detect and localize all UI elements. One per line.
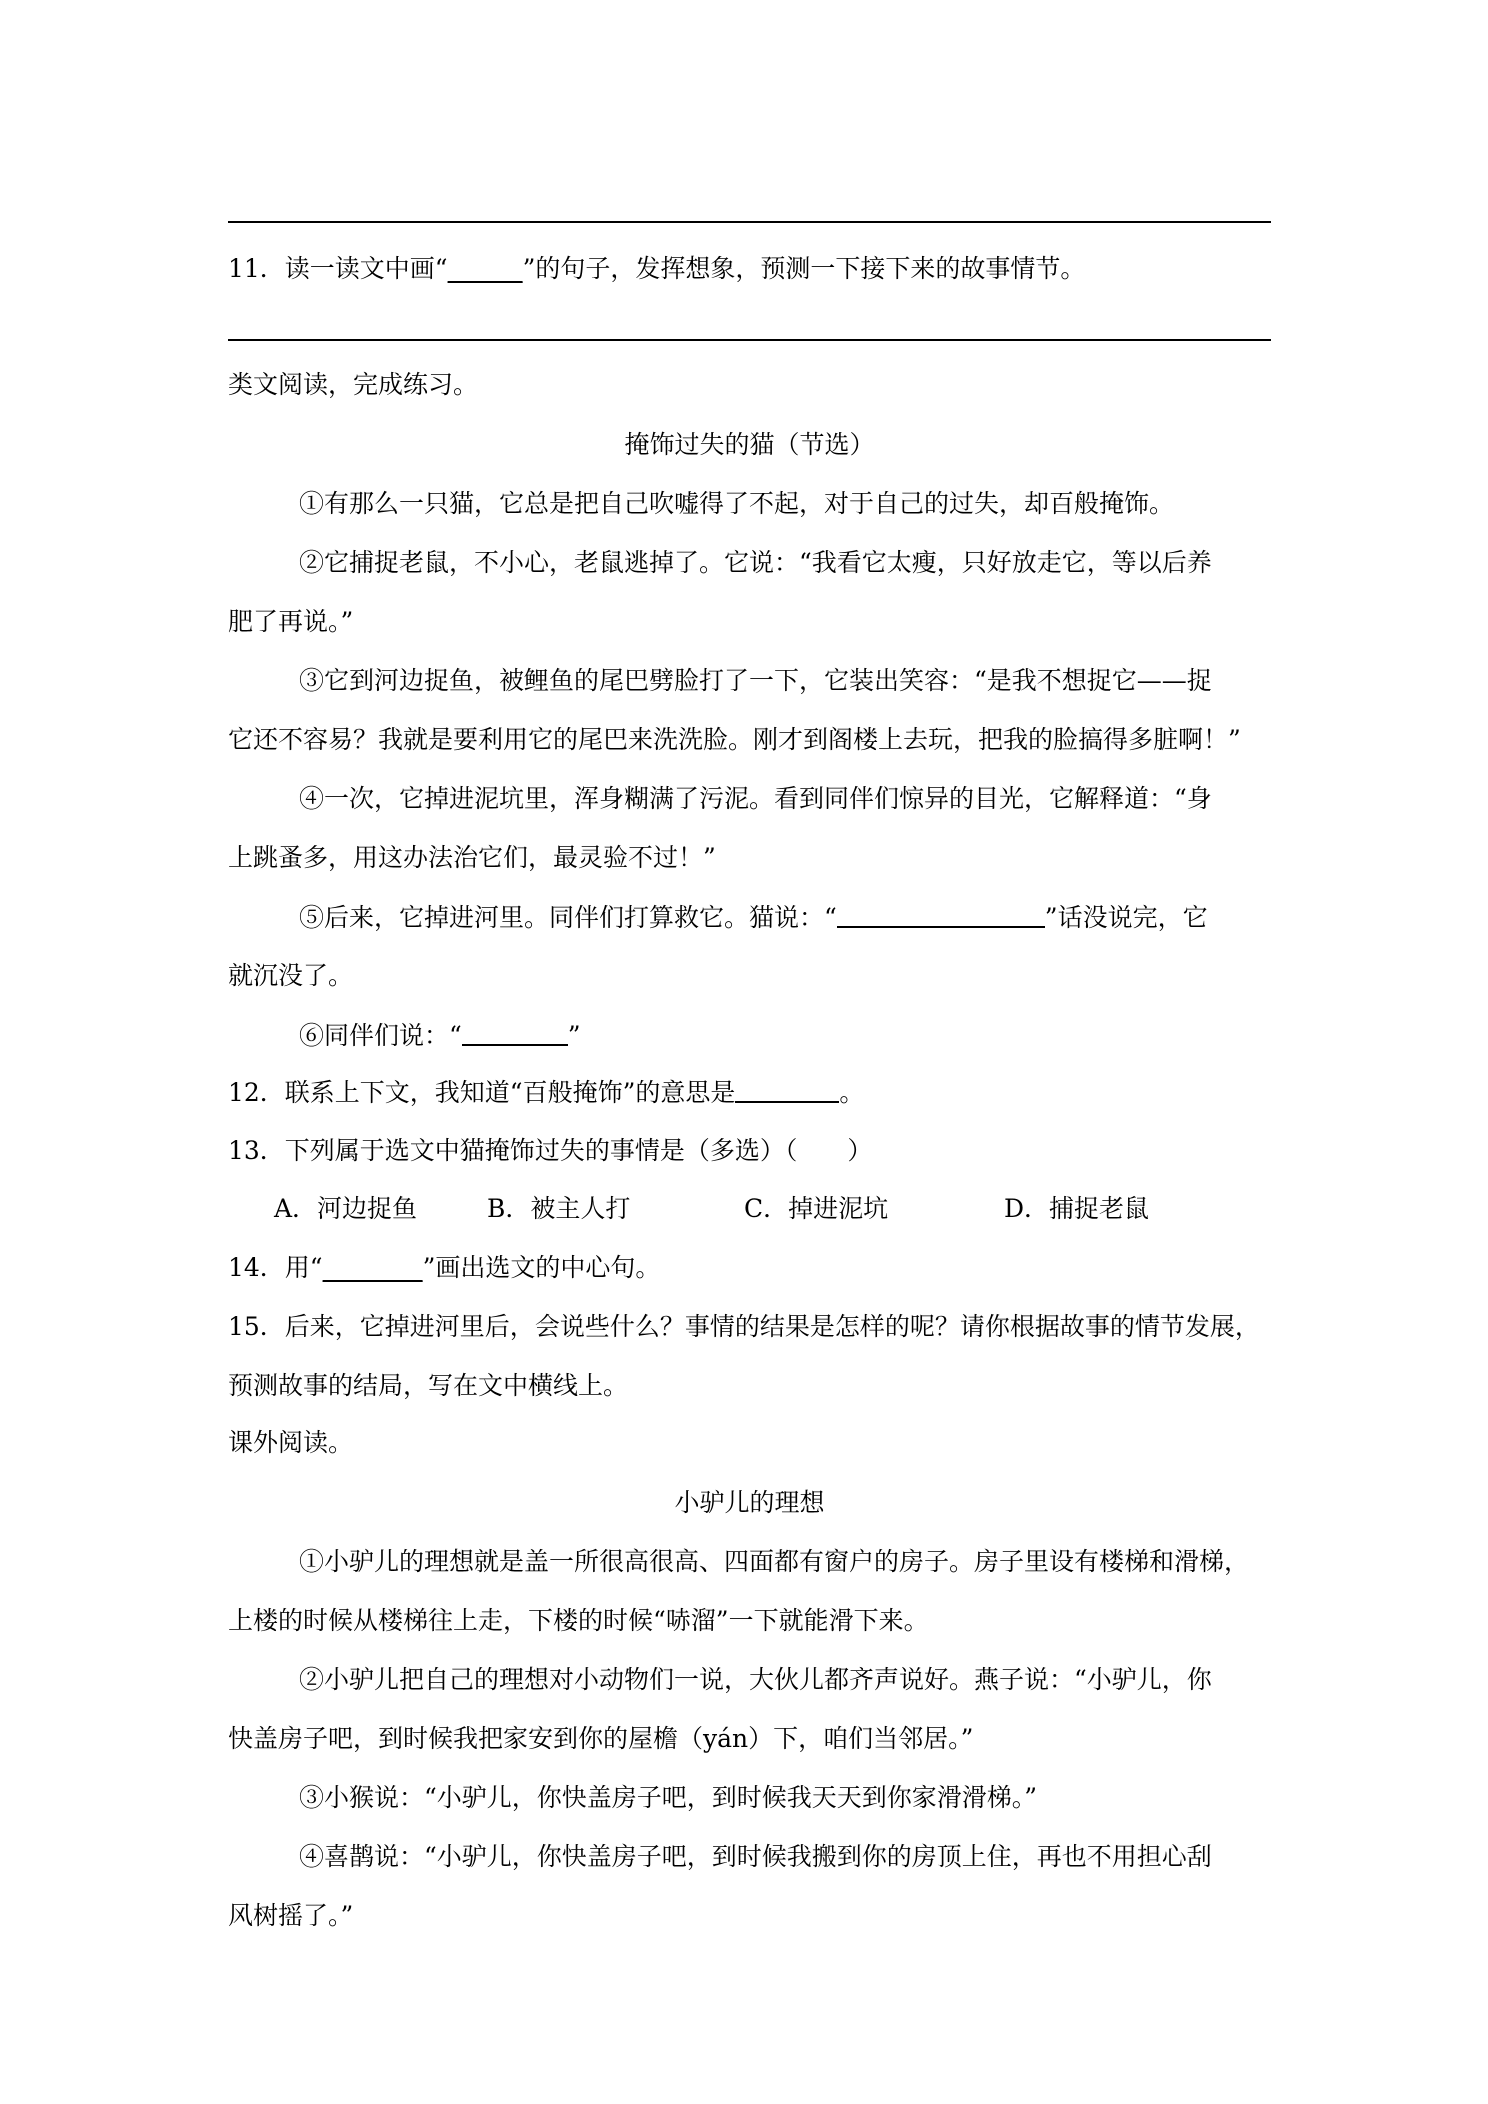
section2-intro: 课外阅读。 — [228, 1428, 354, 1457]
story1-line-2: ②它捕捉老鼠，不小心，老鼠逃掉了。它说：“我看它太瘦，只好放走它，等以后养 — [299, 548, 1212, 577]
story1-paragraph-6 — [228, 1018, 1271, 1053]
story2-line-5: ③小猴说：“小驴儿，你快盖房子吧，到时候我天天到你家滑滑梯。” — [299, 1783, 1038, 1812]
q11-underline-mark: ______ — [447, 254, 523, 283]
story2-line-2: 上楼的时候从楼梯往上走，下楼的时候“哧溜”一下就能滑下来。 — [228, 1606, 929, 1635]
story2-line-7: 风树摇了。” — [228, 1901, 354, 1930]
story1-line-6: ④一次，它掉进泥坑里，浑身糊满了污泥。看到同伴们惊异的目光，它解释道：“身 — [299, 784, 1212, 813]
q12-prefix: 12．联系上下文，我知道“百般掩饰”的意思是 — [228, 1078, 736, 1107]
answer-line-q11 — [228, 339, 1271, 341]
p5-text-b: ”话没说完，它 — [1044, 903, 1208, 932]
question-12 — [228, 1075, 1271, 1110]
q11-prefix: 11．读一读文中画“ — [228, 254, 448, 283]
question-14 — [228, 1251, 1271, 1285]
story2-line-3: ②小驴儿把自己的理想对小动物们一说，大伙儿都齐声说好。燕子说：“小驴儿，你 — [299, 1665, 1212, 1694]
question-13: 13．下列属于选文中猫掩饰过失的事情是（多选）（ ） — [228, 1136, 873, 1165]
q14-underline-mark: ________ — [322, 1253, 423, 1282]
story2-title: 小驴儿的理想 — [674, 1488, 825, 1517]
p6-answer-blank[interactable] — [462, 1018, 568, 1046]
story1-line-7: 上跳蚤多，用这办法治它们，最灵验不过！” — [228, 843, 716, 872]
q12-suffix: 。 — [839, 1078, 865, 1107]
section1-intro: 类文阅读，完成练习。 — [228, 370, 479, 399]
q13-option-a[interactable]: A．河边捉鱼 — [274, 1194, 418, 1223]
story1-line-1: ①有那么一只猫，它总是把自己吹嘘得了不起，对于自己的过失，却百般掩饰。 — [299, 489, 1175, 518]
q13-option-d[interactable]: D．捕捉老鼠 — [1004, 1194, 1150, 1223]
q14-suffix: ”画出选文的中心句。 — [422, 1253, 661, 1282]
story1-title: 掩饰过失的猫（节选） — [624, 430, 875, 459]
answer-line-q10 — [228, 221, 1271, 223]
story2-line-1: ①小驴儿的理想就是盖一所很高很高、四面都有窗户的房子。房子里设有楼梯和滑梯， — [299, 1547, 1250, 1576]
q14-prefix: 14．用“ — [228, 1253, 323, 1282]
question-15-line-1: 15．后来，它掉进河里后，会说些什么？事情的结果是怎样的呢？请你根据故事的情节发展， — [228, 1312, 1260, 1341]
story1-line-4: ③它到河边捉鱼，被鲤鱼的尾巴劈脸打了一下，它装出笑容：“是我不想捉它——捉 — [299, 666, 1212, 695]
story1-line-3: 肥了再说。” — [228, 607, 354, 636]
q12-answer-blank[interactable] — [735, 1075, 839, 1103]
q13-option-b[interactable]: B．被主人打 — [487, 1194, 631, 1223]
question-11 — [228, 252, 1271, 286]
story2-line-4: 快盖房子吧，到时候我把家安到你的屋檐（yán）下，咱们当邻居。” — [228, 1724, 974, 1753]
p6-text-a: ⑥同伴们说：“ — [299, 1021, 462, 1050]
story1-line-9: 就沉没了。 — [228, 961, 354, 990]
p6-text-b: ” — [567, 1021, 581, 1050]
q11-suffix: ”的句子，发挥想象，预测一下接下来的故事情节。 — [522, 254, 1086, 283]
p5-text-a: ⑤后来，它掉进河里。同伴们打算救它。猫说：“ — [299, 903, 837, 932]
story1-paragraph-5 — [228, 900, 1271, 935]
p5-answer-blank[interactable] — [837, 900, 1045, 928]
q13-option-c[interactable]: C．掉进泥坑 — [744, 1194, 889, 1223]
story2-line-6: ④喜鹊说：“小驴儿，你快盖房子吧，到时候我搬到你的房顶上住，再也不用担心刮 — [299, 1842, 1212, 1871]
story1-line-5: 它还不容易？我就是要利用它的尾巴来洗洗脸。刚才到阁楼上去玩，把我的脸搞得多脏啊！” — [228, 725, 1241, 754]
question-15-line-2: 预测故事的结局，写在文中横线上。 — [228, 1371, 629, 1400]
